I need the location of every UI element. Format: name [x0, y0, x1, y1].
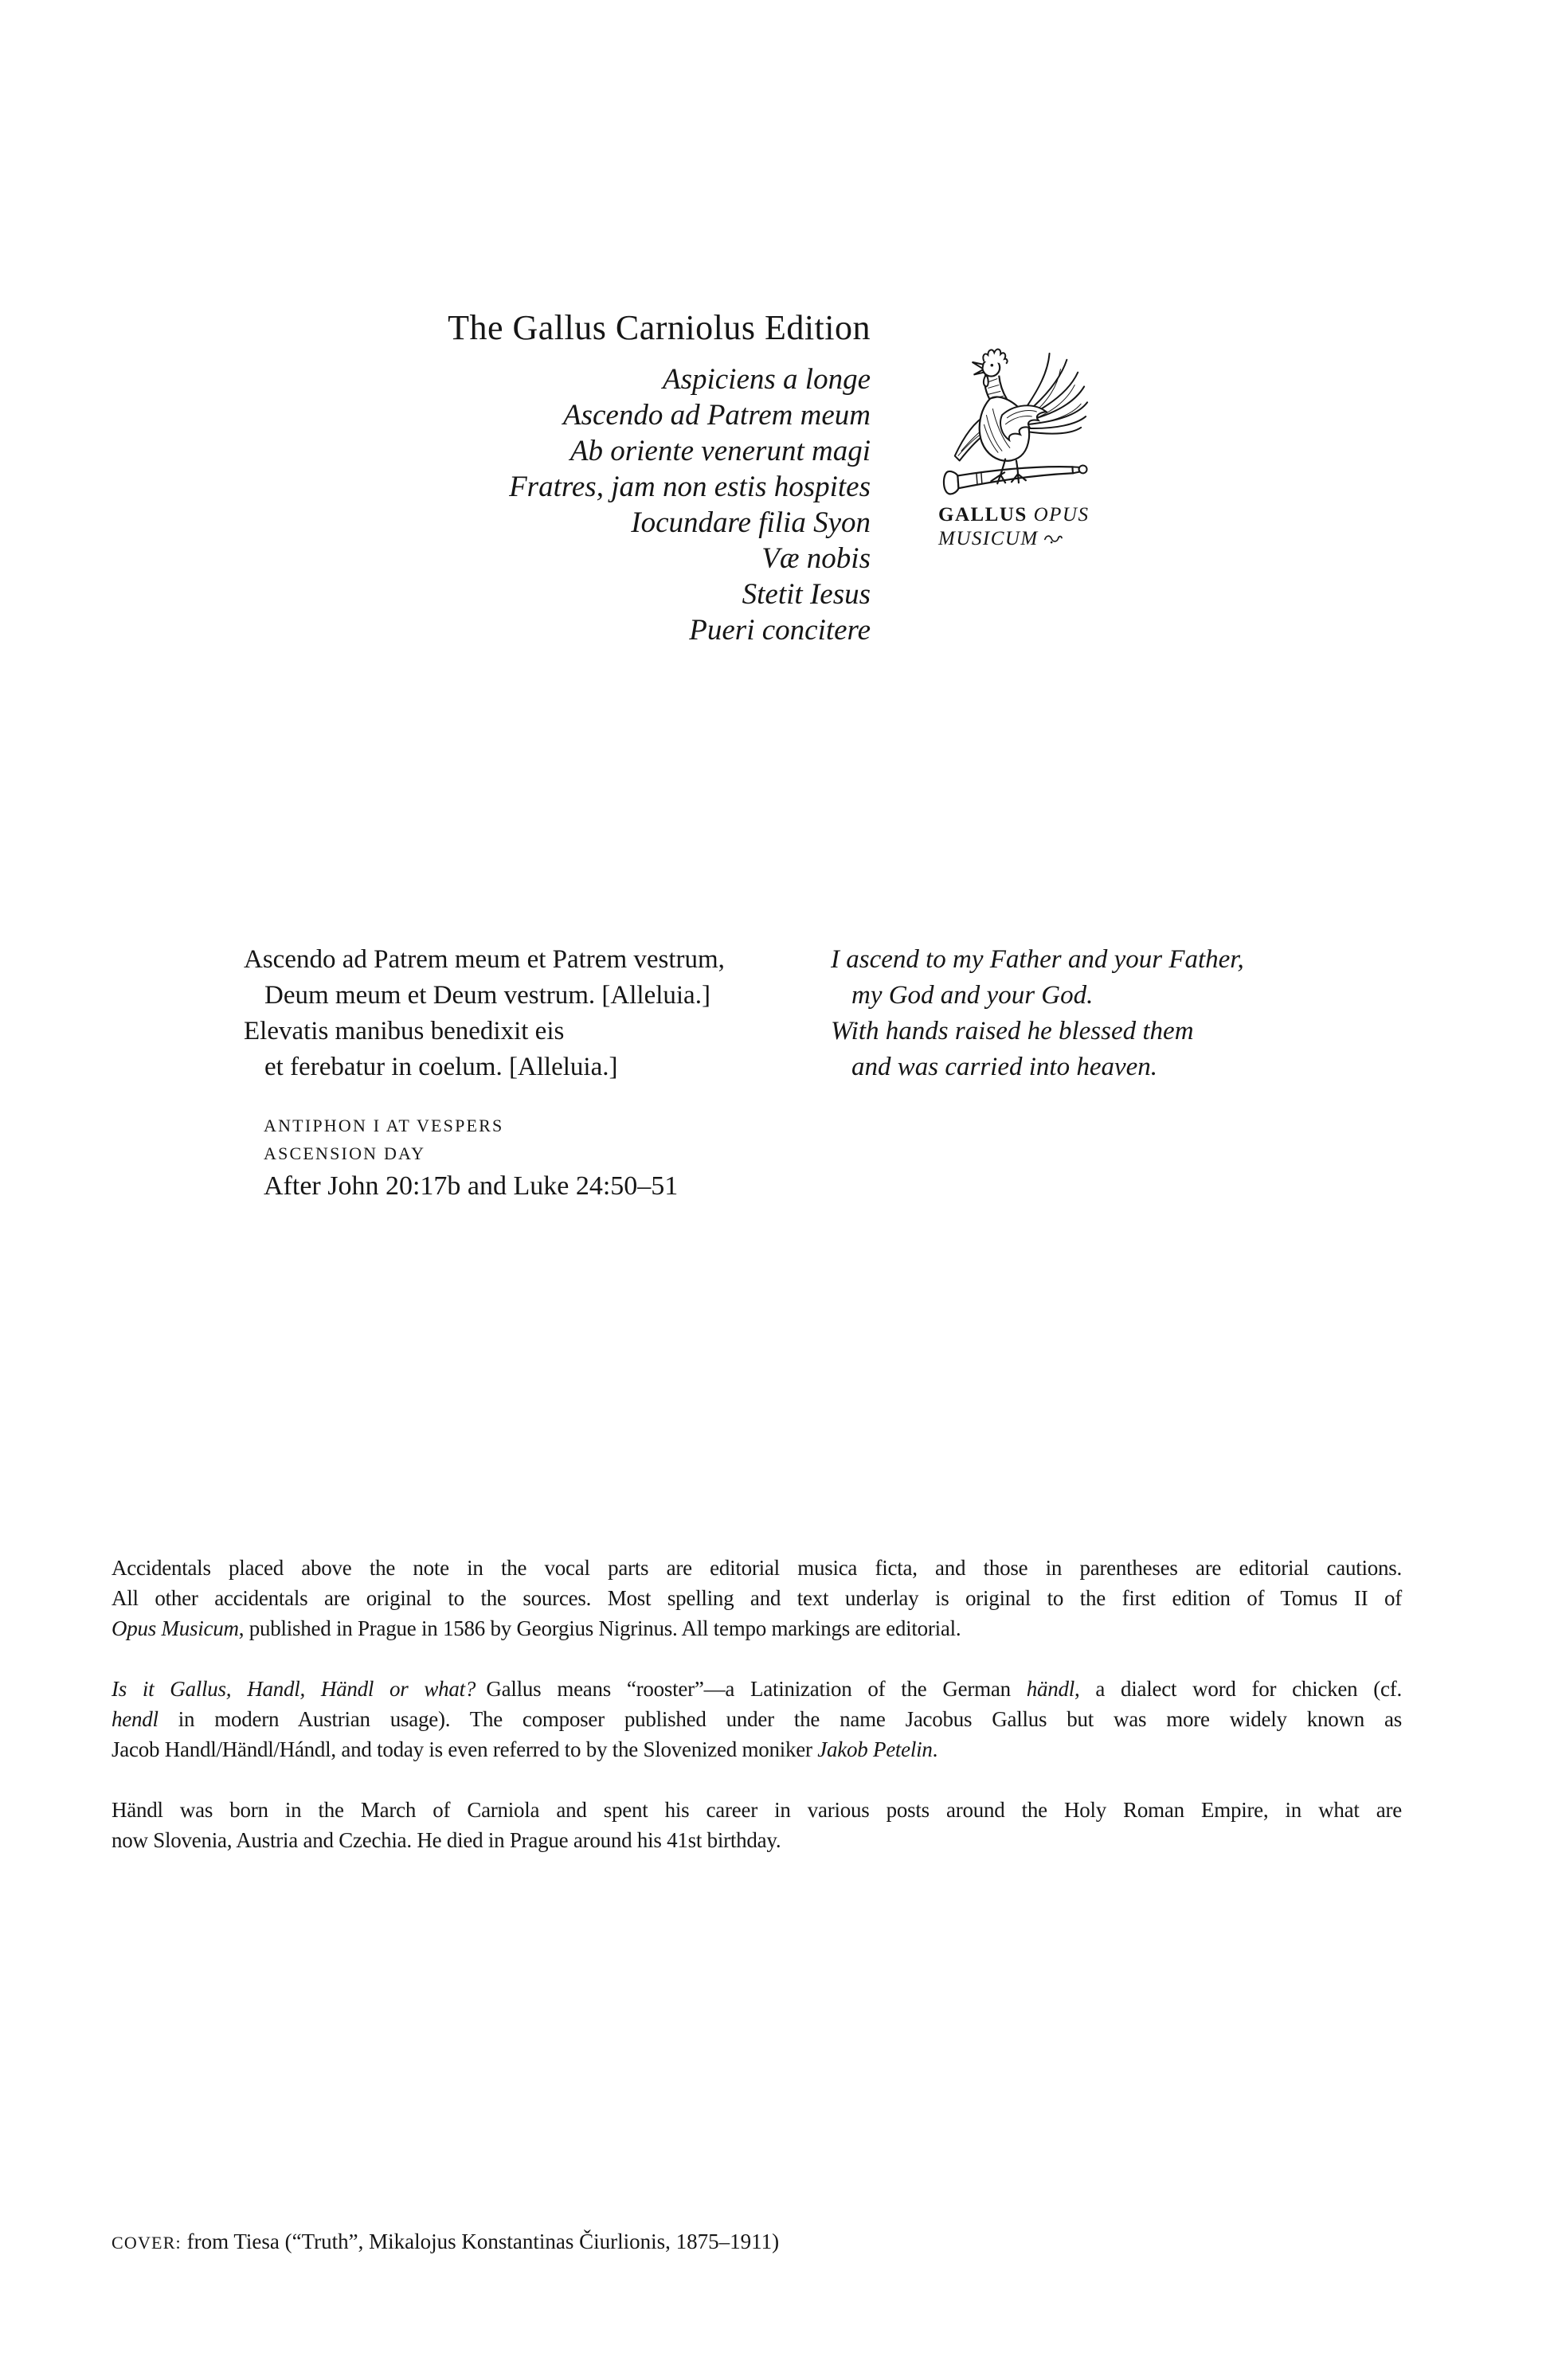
paragraph-line [112, 1583, 1402, 1613]
paragraph [112, 1795, 1402, 1855]
paragraph-line [112, 1553, 1402, 1583]
work-title: Væ nobis [761, 542, 871, 575]
flourish-icon [1043, 533, 1063, 545]
paragraph [112, 1674, 1402, 1764]
publisher-word-gallus: GALLUS [938, 504, 1027, 526]
text-run: . [932, 1737, 938, 1761]
verse-line: and was carried into heaven. [851, 1053, 1158, 1081]
paragraph-line [112, 1674, 1402, 1704]
paragraph [112, 1553, 1402, 1643]
source-reference: After John 20:17b and Luke 24:50–51 [264, 1171, 679, 1201]
latin-text [244, 942, 725, 1085]
publisher-word-opus: OPUS [1033, 504, 1090, 526]
title-block [448, 309, 871, 648]
liturgical-caption-block [264, 1112, 678, 1202]
text-run: , published in Prague in 1586 by Georgius Nigrinus. All tempo markings are editorial. [238, 1616, 961, 1640]
italic-text-run: händl [1026, 1677, 1075, 1701]
paragraph-line [112, 1613, 1402, 1643]
work-title: Stetit Iesus [742, 578, 871, 611]
translation-text [831, 942, 1244, 1085]
cover-label: COVER: [112, 2233, 182, 2253]
work-list [448, 361, 871, 648]
verse-line: Deum meum et Deum vestrum. [Alleluia.] [264, 981, 710, 1010]
cover-credit-text: from Tiesa (“Truth”, Mikalojus Konstantinas Čiurlionis, 1875–1911) [186, 2230, 780, 2253]
italic-text-run: hendl [112, 1707, 159, 1731]
verse-line: I ascend to my Father and your Father, [831, 945, 1244, 974]
text-run: Händl was born in the March of Carniola and spent his career in various posts around the Holy Roman Empire, in what are [112, 1798, 1402, 1822]
paragraph-line [112, 1795, 1402, 1825]
text-run: , a dialect word for chicken (cf. [1074, 1677, 1402, 1701]
text-run: Accidentals placed above the note in the vocal parts are editorial musica ficta, and those in parentheses are editorial cautions. [112, 1556, 1402, 1580]
page-title: The Gallus Carniolus Edition [448, 308, 871, 347]
verse-line: et ferebatur in coelum. [Alleluia.] [264, 1053, 618, 1081]
text-run: Gallus means “rooster”—a Latinization of the German [476, 1677, 1027, 1701]
italic-text-run: Jakob Petelin [817, 1737, 933, 1761]
work-title: Ascendo ad Patrem meum [562, 399, 871, 432]
publisher-name-line-1 [938, 503, 1121, 527]
verse-line: my God and your God. [851, 981, 1094, 1010]
paragraph-line [112, 1825, 1402, 1855]
publisher-name [938, 503, 1121, 551]
publisher-word-musicum: MUSICUM [938, 528, 1039, 549]
work-title: Ab oriente venerunt magi [570, 435, 871, 467]
work-title: Fratres, jam non estis hospites [509, 471, 871, 503]
work-title: Aspiciens a longe [662, 363, 871, 396]
notes-section [112, 1553, 1402, 1855]
publisher-name-line-2 [938, 527, 1121, 551]
verse-line: With hands raised he blessed them [831, 1017, 1194, 1045]
italic-text-run: Is it Gallus, Handl, Händl or what? [112, 1677, 476, 1701]
work-title: Pueri concitere [689, 614, 871, 647]
paragraph-line [112, 1734, 1402, 1764]
cover-credit [112, 2230, 779, 2254]
liturgical-use-line: ANTIPHON I AT VESPERS [264, 1116, 504, 1135]
verse-line: Elevatis manibus benedixit eis [244, 1017, 565, 1045]
work-title: Iocundare filia Syon [631, 506, 871, 539]
publisher-logo [938, 342, 1121, 551]
liturgical-caption [264, 1112, 678, 1167]
text-run: now Slovenia, Austria and Czechia. He died in Prague around his 41st birthday. [112, 1828, 781, 1852]
verse-line: Ascendo ad Patrem meum et Patrem vestrum, [244, 945, 725, 974]
text-run: All other accidentals are original to the sources. Most spelling and text underlay is original to the first edition of Tomus II of [112, 1586, 1402, 1610]
text-run: Jacob Handl/Händl/Hándl, and today is even referred to by the Slovenized moniker [112, 1737, 818, 1761]
paragraph-line [112, 1704, 1402, 1734]
liturgical-use-line: ASCENSION DAY [264, 1143, 426, 1163]
rooster-logo-icon [938, 342, 1094, 500]
italic-text-run: Opus Musicum [112, 1616, 239, 1640]
text-run: in modern Austrian usage). The composer published under the name Jacobus Gallus but was more widely known as [158, 1707, 1402, 1731]
